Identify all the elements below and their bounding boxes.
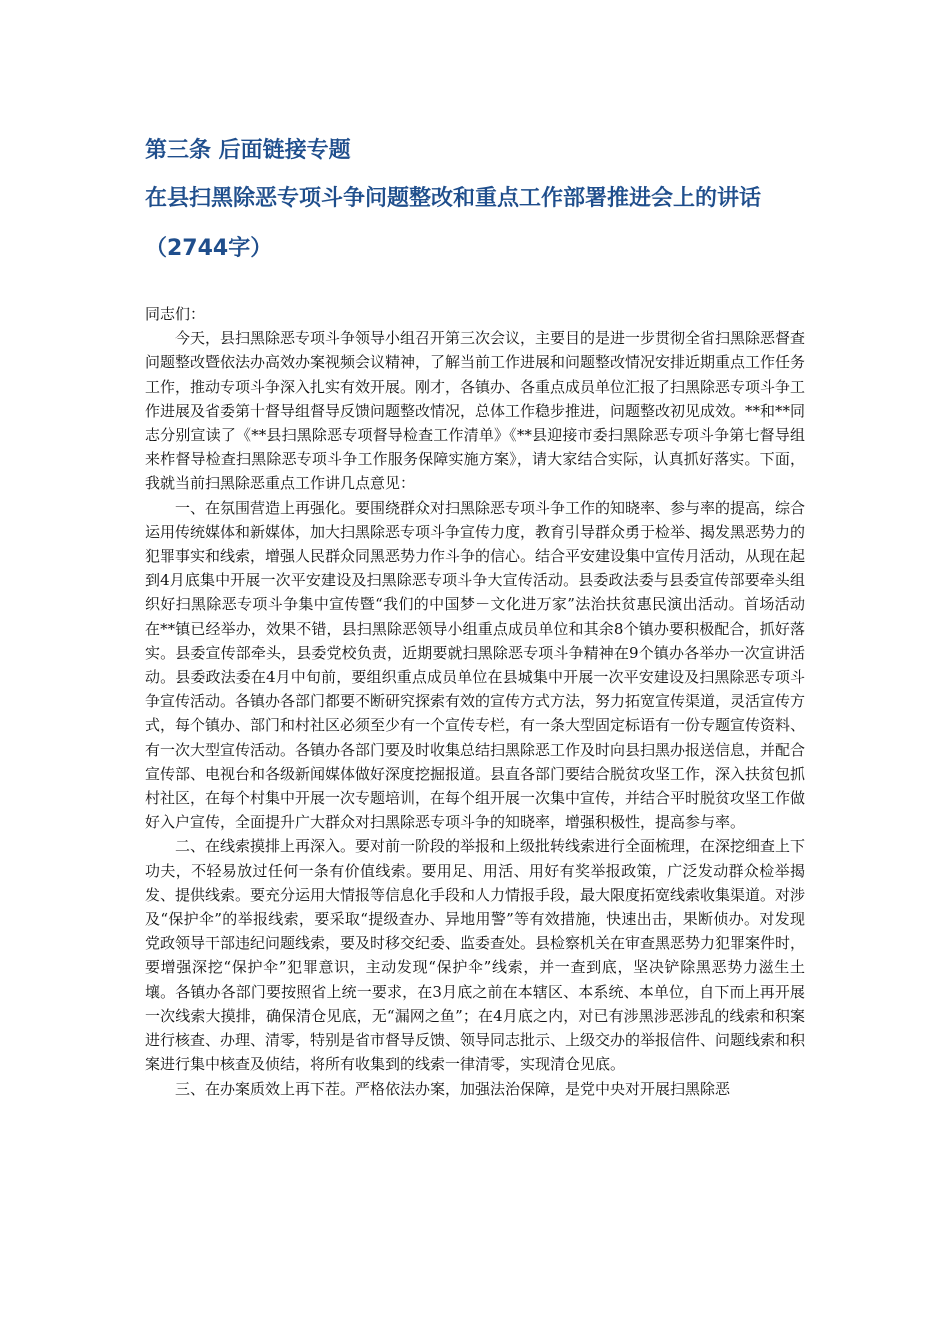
document-body [145,128,805,1101]
paragraph-intro: 今天，县扫黑除恶专项斗争领导小组召开第三次会议，主要目的是进一步贯彻全省扫黑除恶督查问题整改暨依法办高效办案视频会议精神，了解当前工作进展和问题整改情况安排近期重点工作任务工作，推动专项斗争深入扎实有效开展。刚才，各镇办、各重点成员单位汇报了扫黑除恶专项斗争工作进展及省委第十督导组督导反馈问题整改情况，总体工作稳步推进，问题整改初见成效。**和**同志分别宣读了《**县扫黑除恶专项督导检查工作清单》《**县迎接市委扫黑除恶专项斗争第七督导组来柞督导检查扫黑除恶专项斗争工作服务保障实施方案》，请大家结合实际，认真抓好落实。下面，我就当前扫黑除恶重点工作讲几点意见： [145,329,806,493]
section-heading: 第三条 后面链接专题 [145,138,351,163]
paragraph-section-1: 一、在氛围营造上再强化。要围绕群众对扫黑除恶专项斗争工作的知晓率、参与率的提高，综合运用传统媒体和新媒体，加大扫黑除恶专项斗争宣传力度，教育引导群众勇于检举、揭发黑恶势力的犯罪事实和线索，增强人民群众同黑恶势力作斗争的信心。结合平安建设集中宣传月活动，从现在起到4月底集中开展一次平安建设及扫黑除恶专项斗争大宣传活动。县委政法委与县委宣传部要牵头组织好扫黑除恶专项斗争集中宣传暨“我们的中国梦－文化进万家”法治扶贫惠民演出活动。首场活动在**镇已经举办，效果不错，县扫黑除恶领导小组重点成员单位和其余8个镇办要积极配合，抓好落实。县委宣传部牵头，县委党校负责，近期要就扫黑除恶专项斗争精神在9个镇办各举办一次宣讲活动。县委政法委在4月中旬前，要组织重点成员单位在县城集中开展一次平安建设及扫黑除恶专项斗争宣传活动。各镇办各部门都要不断研究探索有效的宣传方式方法，努力拓宽宣传渠道，灵活宣传方式，每个镇办、部门和村社区必须至少有一个宣传专栏，有一条大型固定标语有一份专题宣传资料、有一次大型宣传活动。各镇办各部门要及时收集总结扫黑除恶工作及时向县扫黑办报送信息，并配合宣传部、电视台和各级新闻媒体做好深度挖掘报道。县直各部门要结合脱贫攻坚工作，深入扶贫包抓村社区，在每个村集中开展一次专题培训，在每个组开展一次集中宣传，并结合平时脱贫攻坚工作做好入户宣传，全面提升广大群众对扫黑除恶专项斗争的知晓率，增强积极性，提高参与率。 [145,498,806,832]
salutation: 同志们： [145,305,206,323]
paragraph-section-2: 二、在线索摸排上再深入。要对前一阶段的举报和上级批转线索进行全面梳理，在深挖细查上下功夫，不轻易放过任何一条有价值线索。要用足、用活、用好有奖举报政策，广泛发动群众检举揭发、提供线索。要充分运用大情报等信息化手段和人力情报手段，最大限度拓宽线索收集渠道。对涉及“保护伞”的举报线索，要采取“提级查办、异地用警”等有效措施，快速出击，果断侦办。对发现党政领导干部违纪问题线索，要及时移交纪委、监委查处。县检察机关在审查黑恶势力犯罪案件时，要增强深挖“保护伞”犯罪意识，主动发现“保护伞”线索，并一查到底，坚决铲除黑恶势力滋生土壤。各镇办各部门要按照省上统一要求，在3月底之前在本辖区、本系统、本单位，自下而上再开展一次线索大摸排，确保清仓见底，无“漏网之鱼”；在4月底之内，对已有涉黑涉恶涉乱的线索和积案进行核查、办理、清零，特别是省市督导反馈、领导同志批示、上级交办的举报信件、问题线索和积案进行集中核查及侦结，将所有收集到的线索一律清零，实现清仓见底。 [145,837,806,1074]
speech-title: 在县扫黑除恶专项斗争问题整改和重点工作部署推进会上的讲话（2744字） [145,186,762,261]
title-spacer [145,274,805,302]
paragraph-section-3: 三、在办案质效上再下茬。严格依法办案，加强法治保障，是党中央对开展扫黑除恶 [175,1079,731,1098]
